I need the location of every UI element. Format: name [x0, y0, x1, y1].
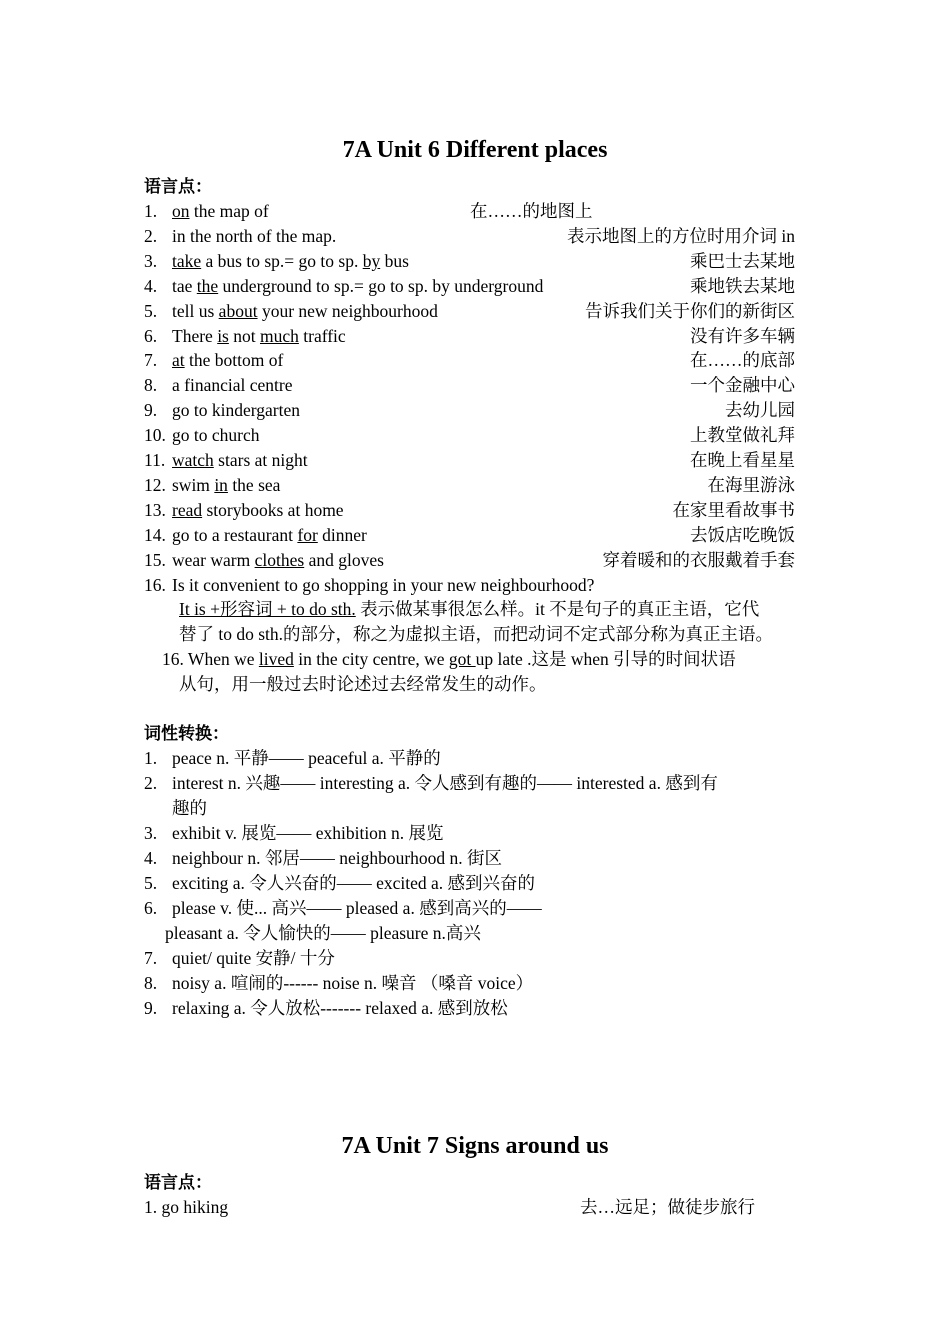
- language-point-row: [0, 423, 950, 448]
- point-english: [172, 498, 344, 523]
- point-text: wear warm: [172, 549, 255, 570]
- unit6-title: 7A Unit 6 Different places: [342, 137, 608, 163]
- point-english: 1. go hiking: [144, 1197, 229, 1217]
- point16-note-line1: [179, 597, 759, 622]
- underlined-word: in: [214, 474, 228, 495]
- language-point-row: [0, 249, 950, 274]
- underlined-word: is: [217, 325, 229, 346]
- point-chinese: 在晚上看星星: [690, 450, 795, 470]
- wordform-number: 1.: [144, 748, 158, 768]
- point-number: 16.: [144, 574, 166, 595]
- point-chinese: 在……的地图上: [470, 201, 593, 221]
- underlined-word: clothes: [254, 549, 305, 570]
- point-text: traffic: [298, 325, 346, 346]
- wordform-text: relaxing a. 令人放松------- relaxed a. 感到放松: [172, 998, 508, 1018]
- underlined-word: about: [218, 300, 258, 321]
- underlined-word: by: [362, 250, 381, 271]
- point-text: dinner: [317, 524, 367, 545]
- wordform-row: [0, 821, 950, 846]
- wordform-row: [0, 796, 950, 821]
- unit7-points-heading: 语言点：: [144, 1173, 212, 1192]
- language-point-row: [0, 573, 950, 598]
- point-english: [172, 573, 594, 598]
- point-number: 6.: [144, 325, 158, 346]
- point-number: 7.: [144, 350, 158, 371]
- point-text: storybooks at home: [202, 499, 344, 520]
- underlined-word: read: [172, 499, 203, 520]
- wordform-row: [0, 971, 950, 996]
- point-text: go to a restaurant: [172, 524, 298, 545]
- underlined-word: for: [297, 524, 318, 545]
- point-chinese: 乘巴士去某地: [690, 250, 795, 271]
- point-english: [172, 548, 384, 573]
- point-number: 1.: [144, 201, 158, 221]
- point-english: [172, 324, 346, 349]
- point-number: 8.: [144, 375, 158, 396]
- wordform-number: 6.: [144, 898, 158, 918]
- wordforms-heading: 词性转换：: [144, 724, 229, 743]
- wordform-number: 3.: [144, 823, 158, 843]
- point16-note-line2: 替了 to do sth.的部分，称之为虚拟主语，而把动词不定式部分称为真正主语。: [179, 624, 774, 644]
- point-text: and gloves: [304, 549, 384, 570]
- point-english: [172, 348, 283, 373]
- point-chinese: 在海里游泳: [707, 474, 795, 495]
- point-english: [172, 448, 308, 473]
- point-text: a bus to sp.= go to sp.: [201, 250, 363, 271]
- point-text: not: [228, 325, 260, 346]
- wordform-text: peace n. 平静—— peaceful a. 平静的: [172, 748, 441, 768]
- point-chinese: 穿着暖和的衣服戴着手套: [602, 549, 795, 570]
- language-point-row: [0, 1195, 950, 1220]
- language-point-row: [0, 373, 950, 398]
- wordform-number: 4.: [144, 848, 158, 868]
- point-text: a financial centre: [172, 375, 293, 396]
- point-text: tae: [172, 275, 197, 296]
- point-text: the bottom of: [184, 350, 284, 371]
- point-text: swim: [172, 474, 215, 495]
- language-point-row: [0, 348, 950, 373]
- wordform-text: 趣的: [172, 798, 207, 818]
- unit6-points-heading: 语言点：: [144, 177, 212, 196]
- point17-line1: 16. When we lived in the city centre, we got up late .这是 when 引导的时间状语: [162, 649, 736, 669]
- language-point-row: [0, 498, 950, 523]
- point-text: go to kindergarten: [172, 400, 300, 421]
- point-text: underground to sp.= go to sp. by underground: [218, 275, 544, 296]
- point-text: There: [172, 325, 218, 346]
- point-english: [172, 249, 409, 274]
- point-number: 14.: [144, 524, 166, 545]
- wordform-number: 9.: [144, 998, 158, 1018]
- underlined-word: on: [172, 201, 190, 221]
- language-point-row: [0, 299, 950, 324]
- wordform-number: 2.: [144, 773, 158, 793]
- underlined-word: take: [172, 250, 202, 271]
- wordform-number: 5.: [144, 873, 158, 893]
- point-number: 2.: [144, 225, 158, 246]
- point-english: [172, 224, 336, 249]
- point17-line2: 从句，用一般过去时论述过去经常发生的动作。: [179, 674, 547, 694]
- wordform-text: exhibit v. 展览—— exhibition n. 展览: [172, 823, 444, 843]
- point-text: stars at night: [213, 450, 308, 470]
- underlined-word: watch: [172, 450, 214, 470]
- point-text: tell us: [172, 300, 219, 321]
- language-point-row: [0, 548, 950, 573]
- point-english: [172, 373, 292, 398]
- point-number: 3.: [144, 250, 158, 271]
- point-text: in the north of the map.: [172, 225, 337, 246]
- underlined-word: at: [172, 350, 185, 371]
- point-english: [172, 473, 280, 498]
- point-text: your new neighbourhood: [257, 300, 438, 321]
- point-number: 11.: [144, 450, 166, 470]
- language-point-row: [0, 398, 950, 423]
- point-english: [172, 423, 259, 448]
- point-chinese: 上教堂做礼拜: [690, 425, 795, 446]
- wordform-row: [0, 871, 950, 896]
- point-number: 5.: [144, 300, 158, 321]
- wordform-row: [0, 746, 950, 771]
- point-chinese: 没有许多车辆: [690, 325, 795, 346]
- point-english: [172, 199, 269, 224]
- point-english: [172, 274, 543, 299]
- point-chinese: 去幼儿园: [725, 400, 795, 421]
- underlined-word: the: [196, 275, 219, 296]
- language-point-row: [0, 199, 950, 224]
- note-formula: It is +形容词 + to do sth.: [179, 599, 356, 619]
- wordform-text: interest n. 兴趣—— interesting a. 令人感到有趣的—— interested a. 感到有: [172, 773, 718, 793]
- point-chinese: 乘地铁去某地: [690, 275, 795, 296]
- wordform-row: [0, 846, 950, 871]
- point-chinese: 表示地图上的方位时用介词 in: [567, 225, 795, 246]
- point-number: 4.: [144, 275, 158, 296]
- wordform-text: noisy a. 喧闹的------ noise n. 噪音 （嗓音 voice）: [172, 973, 534, 993]
- point-number: 15.: [144, 549, 166, 570]
- point-text: the sea: [227, 474, 281, 495]
- point-english: [172, 523, 367, 548]
- wordform-text: pleasant a. 令人愉快的—— pleasure n.高兴: [165, 923, 481, 943]
- language-point-row: [0, 448, 950, 473]
- underlined-word: much: [260, 325, 299, 346]
- point-text: Is it convenient to go shopping in your new neighbourhood?: [172, 574, 595, 595]
- wordform-number: 8.: [144, 973, 158, 993]
- language-point-row: [0, 274, 950, 299]
- point-chinese: 去饭店吃晚饭: [690, 524, 795, 545]
- wordform-text: quiet/ quite 安静/ 十分: [172, 948, 335, 968]
- point-text: go to church: [172, 425, 260, 446]
- point-text: the map of: [189, 201, 269, 221]
- wordform-row: [0, 771, 950, 796]
- wordform-row: [0, 946, 950, 971]
- language-point-row: [0, 473, 950, 498]
- wordform-text: please v. 使... 高兴—— pleased a. 感到高兴的——: [172, 898, 542, 918]
- unit7-title: 7A Unit 7 Signs around us: [341, 1133, 609, 1159]
- point-chinese: 去…远足；做徒步旅行: [580, 1197, 755, 1217]
- point-number: 9.: [144, 400, 158, 421]
- point17-num: 16.: [162, 649, 184, 669]
- point-number: 10.: [144, 425, 166, 446]
- wordform-number: 7.: [144, 948, 158, 968]
- point-chinese: 一个金融中心: [690, 375, 795, 396]
- point-chinese: 在家里看故事书: [672, 499, 795, 520]
- wordform-text: exciting a. 令人兴奋的—— excited a. 感到兴奋的: [172, 873, 536, 893]
- point-text: bus: [380, 250, 409, 271]
- point-number: 12.: [144, 474, 166, 495]
- point-chinese: 在……的底部: [690, 350, 795, 371]
- wordform-row: [0, 921, 950, 946]
- language-point-row: [0, 324, 950, 349]
- point-chinese: 告诉我们关于你们的新街区: [585, 300, 795, 321]
- note-text: 表示做某事很怎么样。it 不是句子的真正主语，它代: [355, 599, 760, 619]
- wordform-row: [0, 996, 950, 1021]
- language-point-row: [0, 523, 950, 548]
- wordform-text: neighbour n. 邻居—— neighbourhood n. 街区: [172, 848, 503, 868]
- point-number: 13.: [144, 499, 166, 520]
- language-point-row: [0, 224, 950, 249]
- wordform-row: [0, 896, 950, 921]
- point-english: [172, 398, 300, 423]
- point-english: [172, 299, 438, 324]
